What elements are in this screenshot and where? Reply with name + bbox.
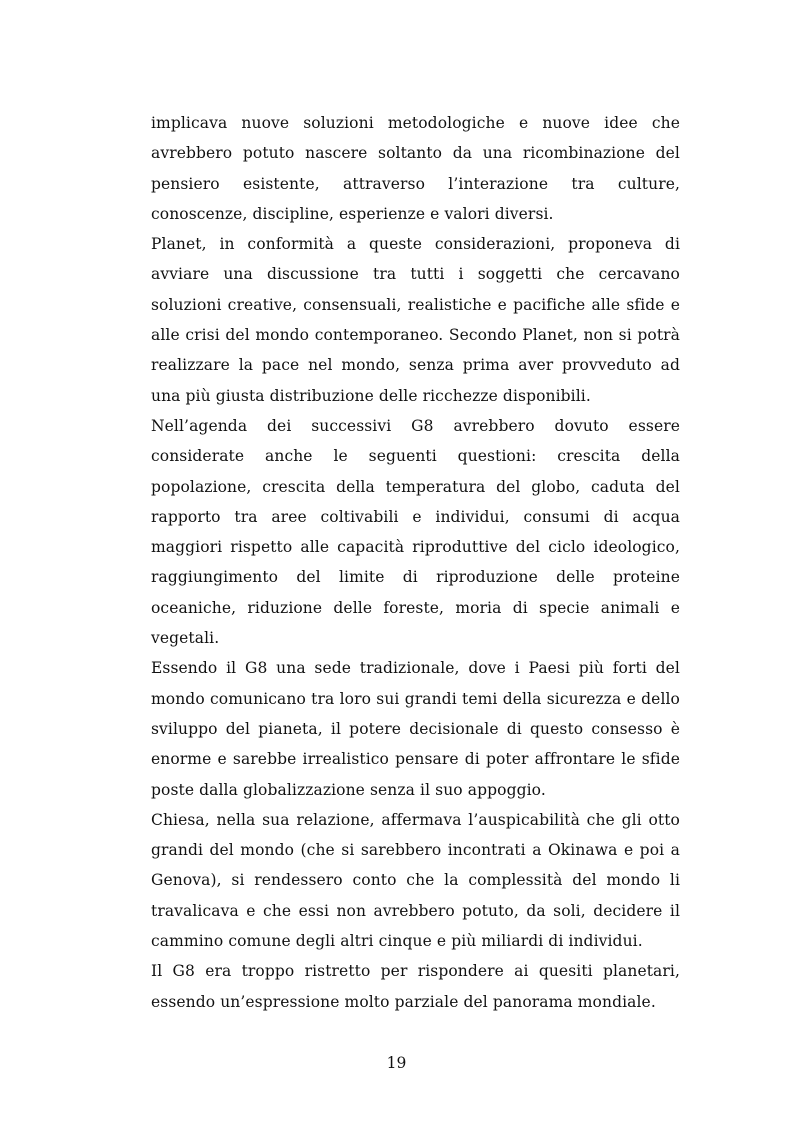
paragraph-4: Essendo il G8 una sede tradizionale, dove i Paesi più forti del mondo comunicano tra loro sui grandi temi della sicurezza e dello sviluppo del pianeta, il potere decisionale di questo consesso è enorme e sarebbe irrealistico pensare di poter affrontare le sfide poste dalla globalizzazione senza il suo appoggio. [151,659,680,799]
paragraph-6: Il G8 era troppo ristretto per rispondere ai quesiti planetari, essendo un’espressione molto parziale del panorama mondiale. [151,962,680,1011]
page-number: 19 [386,1054,407,1072]
paragraph-3: Nell’agenda dei successivi G8 avrebbero dovuto essere considerate anche le seguenti questioni: crescita della popolazione, crescita della temperatura del globo, caduta del rapporto tra aree coltivabili e individui, consumi di acqua maggiori rispetto alle capacità riproduttive del ciclo ideologico, raggiungimento del limite di riproduzione delle proteine oceaniche, riduzione delle foreste, moria di specie animali e vegetali. [151,416,680,648]
paragraph-1: implicava nuove soluzioni metodologiche e nuove idee che avrebbero potuto nascere soltanto da una ricombinazione del pensiero esistente, attraverso l’interazione tra culture, conoscenze, discipline, esperienze e valori diversi. [151,114,680,223]
paragraph-5: Chiesa, nella sua relazione, affermava l’auspicabilità che gli otto grandi del mondo (che si sarebbero incontrati a Okinawa e poi a Genova), si rendessero conto che la complessità del mondo li travalicava e che essi non avrebbero potuto, da soli, decidere il cammino comune degli altri cinque e più miliardi di individui. [151,810,680,951]
paragraph-2: Planet, in conformità a queste considerazioni, proponeva di avviare una discussione tra tutti i soggetti che cercavano soluzioni creative, consensuali, realistiche e pacifiche alle sfide e alle crisi del mondo contemporaneo. Secondo Planet, non si potrà realizzare la pace nel mondo, senza prima aver provveduto ad una più giusta distribuzione delle ricchezze disponibili. [151,235,680,405]
body-text [151,108,680,1017]
